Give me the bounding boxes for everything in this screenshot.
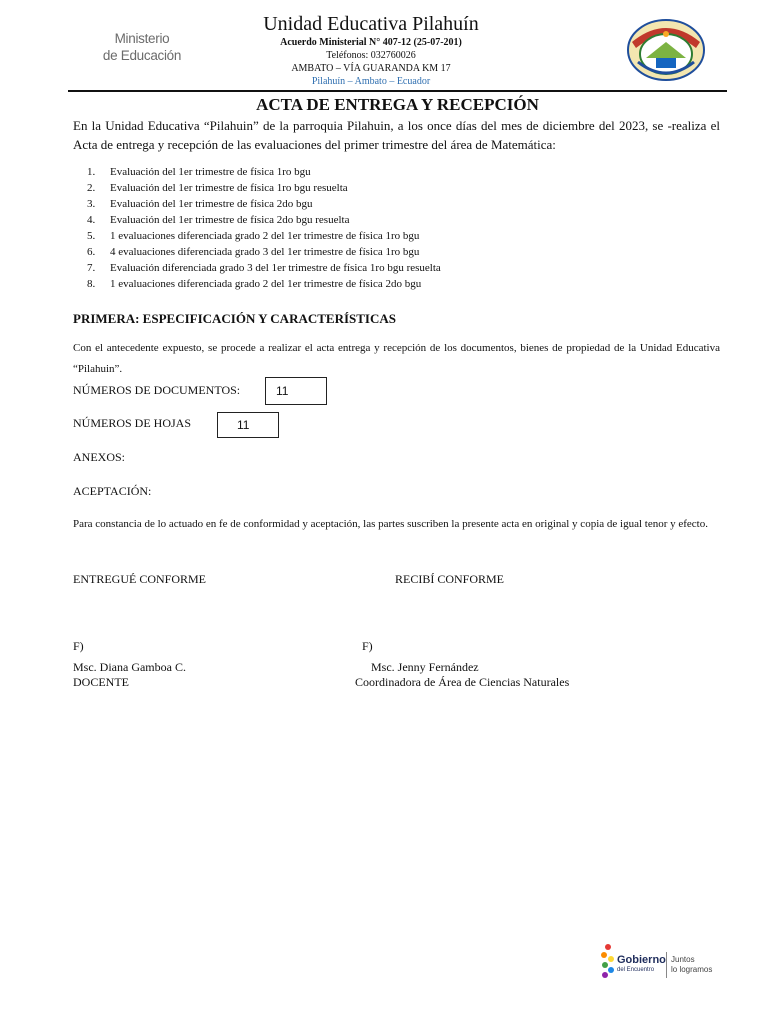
- right-signer-name: Msc. Jenny Fernández: [371, 660, 479, 674]
- list-item: [73, 276, 713, 292]
- government-slogan-line1: Juntos: [671, 955, 695, 964]
- school-address: AMBATO – VÍA GUARANDA KM 17: [291, 63, 451, 74]
- list-item: [73, 244, 713, 260]
- list-item-number: 6.: [87, 246, 96, 258]
- list-item-text: Evaluación del 1er trimestre de física 1ro bgu resuelta: [110, 182, 348, 194]
- ministry-logo-line2: de Educación: [102, 48, 182, 63]
- list-item-text: Evaluación diferenciada grado 3 del 1er trimestre de física 1ro bgu resuelta: [110, 262, 441, 274]
- list-item-number: 8.: [87, 278, 96, 290]
- list-item: [73, 164, 713, 180]
- list-item-number: 3.: [87, 198, 96, 210]
- acceptance-label: ACEPTACIÓN:: [73, 484, 152, 498]
- list-item: [73, 196, 713, 212]
- closing-paragraph: Para constancia de lo actuado en fe de conformidad y aceptación, las partes suscriben la presente acta en original y copia de igual tenor y efecto.: [73, 518, 708, 530]
- annexes-label: ANEXOS:: [73, 450, 126, 464]
- left-signer-role: DOCENTE: [73, 675, 129, 689]
- school-phone: Teléfonos: 032760026: [326, 50, 416, 61]
- list-item-number: 7.: [87, 262, 96, 274]
- school-name: Unidad Educativa Pilahuín: [263, 13, 479, 35]
- list-item-text: 4 evaluaciones diferenciada grado 3 del 1er trimestre de física 1ro bgu: [110, 246, 420, 258]
- list-item-number: 2.: [87, 182, 96, 194]
- list-item-number: 4.: [87, 214, 96, 226]
- left-signer-name: Msc. Diana Gamboa C.: [73, 660, 186, 674]
- ministry-logo-line1: Ministerio: [114, 31, 170, 46]
- letterhead: [190, 12, 552, 88]
- antecedent-paragraph: Con el antecedente expuesto, se procede a realizar el acta entrega y recepción de los documentos, bienes de propiedad de la Unidad Educativa “Pilahuin”.: [73, 342, 720, 375]
- page-count-label: NÚMEROS DE HOJAS: [73, 416, 192, 430]
- list-item-text: 1 evaluaciones diferenciada grado 2 del 1er trimestre de física 2do bgu: [110, 278, 422, 290]
- left-signature-line: F): [73, 639, 84, 653]
- list-item-number: 1.: [87, 166, 96, 178]
- right-signature-line: F): [362, 639, 373, 653]
- government-logo-mark-icon: [600, 942, 616, 980]
- government-logo-divider: [666, 952, 667, 978]
- school-crest-icon: [626, 18, 706, 82]
- school-location: Pilahuín – Ambato – Ecuador: [311, 76, 431, 87]
- government-logo-name: Gobierno: [617, 954, 666, 966]
- delivered-heading: ENTREGUÉ CONFORME: [73, 572, 207, 586]
- government-slogan-line2: lo logramos: [671, 965, 713, 974]
- government-logo-subname: del Encuentro: [617, 967, 655, 973]
- document-count-field[interactable]: 11: [265, 377, 327, 405]
- document-title: ACTA DE ENTREGA Y RECEPCIÓN: [256, 95, 539, 114]
- right-signer-role: Coordinadora de Área de Ciencias Naturales: [355, 675, 570, 689]
- list-item: [73, 180, 713, 196]
- ministerial-agreement: Acuerdo Ministerial N° 407-12 (25-07-201): [280, 37, 462, 48]
- list-item-text: 1 evaluaciones diferenciada grado 2 del 1er trimestre de física 1ro bgu: [110, 230, 420, 242]
- list-item-text: Evaluación del 1er trimestre de física 2do bgu: [110, 198, 313, 210]
- list-item: [73, 260, 713, 276]
- ministry-of-education-logo: [100, 30, 184, 64]
- intro-paragraph: En la Unidad Educativa “Pilahuin” de la parroquia Pilahuin, a los once días del mes de diciembre del 2023, se -realiza el Acta de entrega y recepción de las evaluaciones del primer trimestre del área de Matemática:: [73, 118, 720, 152]
- list-item-number: 5.: [87, 230, 96, 242]
- header-divider: [68, 90, 727, 92]
- list-item: [73, 228, 713, 244]
- received-heading: RECIBÍ CONFORME: [395, 572, 505, 586]
- government-logo: [600, 940, 718, 986]
- list-item-text: Evaluación del 1er trimestre de física 1ro bgu: [110, 166, 311, 178]
- section-heading: PRIMERA: ESPECIFICACIÓN Y CARACTERÍSTICAS: [73, 311, 396, 326]
- list-item: [73, 212, 713, 228]
- evaluation-list: [73, 164, 713, 292]
- page-count-field[interactable]: 11: [217, 412, 279, 438]
- document-count-label: NÚMEROS DE DOCUMENTOS:: [73, 383, 241, 397]
- list-item-text: Evaluación del 1er trimestre de física 2do bgu resuelta: [110, 214, 350, 226]
